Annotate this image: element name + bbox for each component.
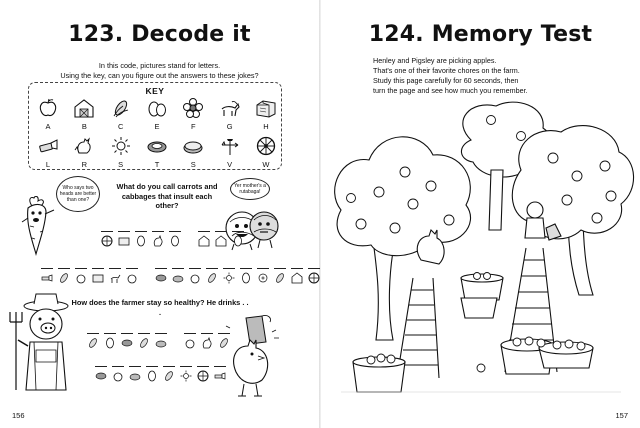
- egg-icon: [104, 337, 116, 349]
- intro-line-2: Using the key, can you figure out the answers to these jokes?: [60, 71, 259, 80]
- answer-slot: [94, 366, 108, 382]
- corn-icon: [87, 337, 99, 349]
- answer-slot: [145, 366, 159, 382]
- key-letter: R: [81, 160, 88, 169]
- tire-icon: [121, 337, 133, 349]
- answer-slot: [74, 268, 88, 284]
- corn-icon: [138, 337, 150, 349]
- carrot-character-illustration: [20, 196, 60, 256]
- tire-icon: [155, 272, 167, 284]
- answer-slot: [154, 333, 168, 349]
- key-letter: B: [81, 122, 87, 131]
- wagon-wheel-icon: [101, 235, 113, 247]
- key-icons-row-2: [37, 135, 277, 157]
- answer-slot: [125, 268, 139, 284]
- answer-slot: [103, 333, 117, 349]
- page-number-left: 156: [12, 411, 25, 420]
- answer-slot: [273, 268, 287, 284]
- intro-line-1: In this code, pictures stand for letters.: [98, 61, 221, 70]
- flashlight-icon: [41, 272, 53, 284]
- memory-test-instructions: [373, 56, 603, 96]
- corn-icon: [110, 97, 132, 119]
- key-letter: F: [191, 122, 196, 131]
- joke-question-2: How does the farmer stay so healthy? He drinks . . .: [71, 298, 249, 317]
- wagon-wheel-icon: [197, 370, 209, 382]
- wagon-wheel-icon: [255, 135, 277, 157]
- answer-slot: [134, 231, 148, 247]
- right-page: [321, 0, 640, 428]
- answer-slot: [222, 268, 236, 284]
- key-icons-row-1: [37, 97, 277, 119]
- intro-text: [0, 61, 319, 81]
- answer-slot: [111, 366, 125, 382]
- apple-icon: [75, 272, 87, 284]
- key-letter: S: [190, 160, 196, 169]
- answer-slot: [91, 268, 105, 284]
- answer-slot: [183, 333, 197, 349]
- pie-icon: [129, 370, 141, 382]
- answer-slot: [188, 268, 202, 284]
- tire-icon: [95, 370, 107, 382]
- flashlight-icon: [37, 135, 59, 157]
- flower-icon: [182, 97, 204, 119]
- answer-row-4: [94, 366, 227, 382]
- answer-slot: [171, 268, 185, 284]
- key-letter: A: [45, 122, 51, 131]
- answer-slot: [137, 333, 151, 349]
- answer-slot: [128, 366, 142, 382]
- answer-slot: [290, 268, 304, 284]
- answer-slot: [256, 268, 270, 284]
- key-letter: H: [263, 122, 269, 131]
- pie-icon: [155, 337, 167, 349]
- left-page: [0, 0, 319, 428]
- answer-slot: [239, 268, 253, 284]
- goat-icon: [219, 97, 241, 119]
- egg-icon: [240, 272, 252, 284]
- answer-slot: [179, 366, 193, 382]
- answer-slot: [117, 231, 131, 247]
- instructions-line-4: turn the page and see how much you remember.: [373, 86, 528, 95]
- hay-bale-icon: [255, 97, 277, 119]
- instructions-line-1: Henley and Pigsley are picking apples.: [373, 56, 497, 65]
- egg-icon: [135, 235, 147, 247]
- barn-icon: [73, 97, 95, 119]
- answer-slot: [151, 231, 165, 247]
- key-box: [28, 82, 282, 170]
- puzzle-title-decode: 123. Decode it: [68, 22, 251, 47]
- apple-icon: [189, 272, 201, 284]
- flower-icon: [257, 272, 269, 284]
- sun-icon: [110, 135, 132, 157]
- egg-icon: [146, 370, 158, 382]
- egg-icon: [169, 235, 181, 247]
- key-letter: L: [45, 160, 51, 169]
- tire-icon: [146, 135, 168, 157]
- apple-orchard-illustration: [321, 100, 640, 400]
- apple-icon: [126, 272, 138, 284]
- egg-icon: [232, 235, 244, 247]
- pie-icon: [172, 272, 184, 284]
- key-letter: E: [154, 122, 160, 131]
- pie-icon: [182, 135, 204, 157]
- goat-icon: [109, 272, 121, 284]
- answer-slot: [100, 231, 114, 247]
- apple-icon: [112, 370, 124, 382]
- chicken-milk-illustration: [222, 312, 282, 398]
- answer-row-2: [40, 268, 321, 284]
- key-letter: G: [226, 122, 233, 131]
- apple-icon: [37, 97, 59, 119]
- corn-icon: [206, 272, 218, 284]
- answer-slot: [197, 231, 211, 247]
- instructions-line-3: Study this page carefully for 60 seconds, then: [373, 76, 519, 85]
- answer-slot: [154, 268, 168, 284]
- key-letter: W: [262, 160, 270, 169]
- sun-icon: [223, 272, 235, 284]
- key-letters-row-2: [37, 160, 277, 169]
- joke-question-1: What do you call carrots and cabbages that insult each other?: [116, 182, 218, 210]
- answer-slot: [120, 333, 134, 349]
- answer-slot: [200, 333, 214, 349]
- key-letter: V: [227, 160, 233, 169]
- key-letter: T: [154, 160, 160, 169]
- rooster-icon: [201, 337, 213, 349]
- farmer-pig-illustration: [6, 292, 76, 392]
- answer-slot: [307, 268, 321, 284]
- page-number-right: 157: [615, 411, 628, 420]
- rooster-icon: [152, 235, 164, 247]
- puzzle-title-memory-test: 124. Memory Test: [368, 22, 593, 47]
- corn-icon: [58, 272, 70, 284]
- hay-bale-icon: [118, 235, 130, 247]
- answer-slot: [86, 333, 100, 349]
- answer-row-3: [86, 333, 231, 349]
- answer-row-1: [100, 231, 245, 247]
- answer-slot: [214, 231, 228, 247]
- corn-icon: [274, 272, 286, 284]
- answer-slot: [231, 231, 245, 247]
- answer-slot: [108, 268, 122, 284]
- barn-icon: [291, 272, 303, 284]
- wagon-wheel-icon: [308, 272, 320, 284]
- hay-bale-icon: [92, 272, 104, 284]
- answer-slot: [168, 231, 182, 247]
- weathervane-icon: [219, 135, 241, 157]
- instructions-line-2: That's one of their favorite chores on the farm.: [373, 66, 520, 75]
- answer-slot: [57, 268, 71, 284]
- barn-icon: [198, 235, 210, 247]
- barn-icon: [215, 235, 227, 247]
- key-letters-row-1: [37, 122, 277, 131]
- apple-icon: [184, 337, 196, 349]
- answer-slot: [196, 366, 210, 382]
- sun-icon: [180, 370, 192, 382]
- egg-icon: [146, 97, 168, 119]
- answer-slot: [205, 268, 219, 284]
- rooster-icon: [73, 135, 95, 157]
- key-letter: S: [118, 160, 124, 169]
- speech-bubble-cabbage: Yer mother's a rutabaga!: [230, 178, 270, 200]
- answer-slot: [162, 366, 176, 382]
- speech-bubble-carrot: Who says two heads are better than one?: [56, 176, 100, 212]
- key-letter: C: [117, 122, 124, 131]
- answer-slot: [40, 268, 54, 284]
- key-title: KEY: [145, 86, 165, 96]
- corn-icon: [163, 370, 175, 382]
